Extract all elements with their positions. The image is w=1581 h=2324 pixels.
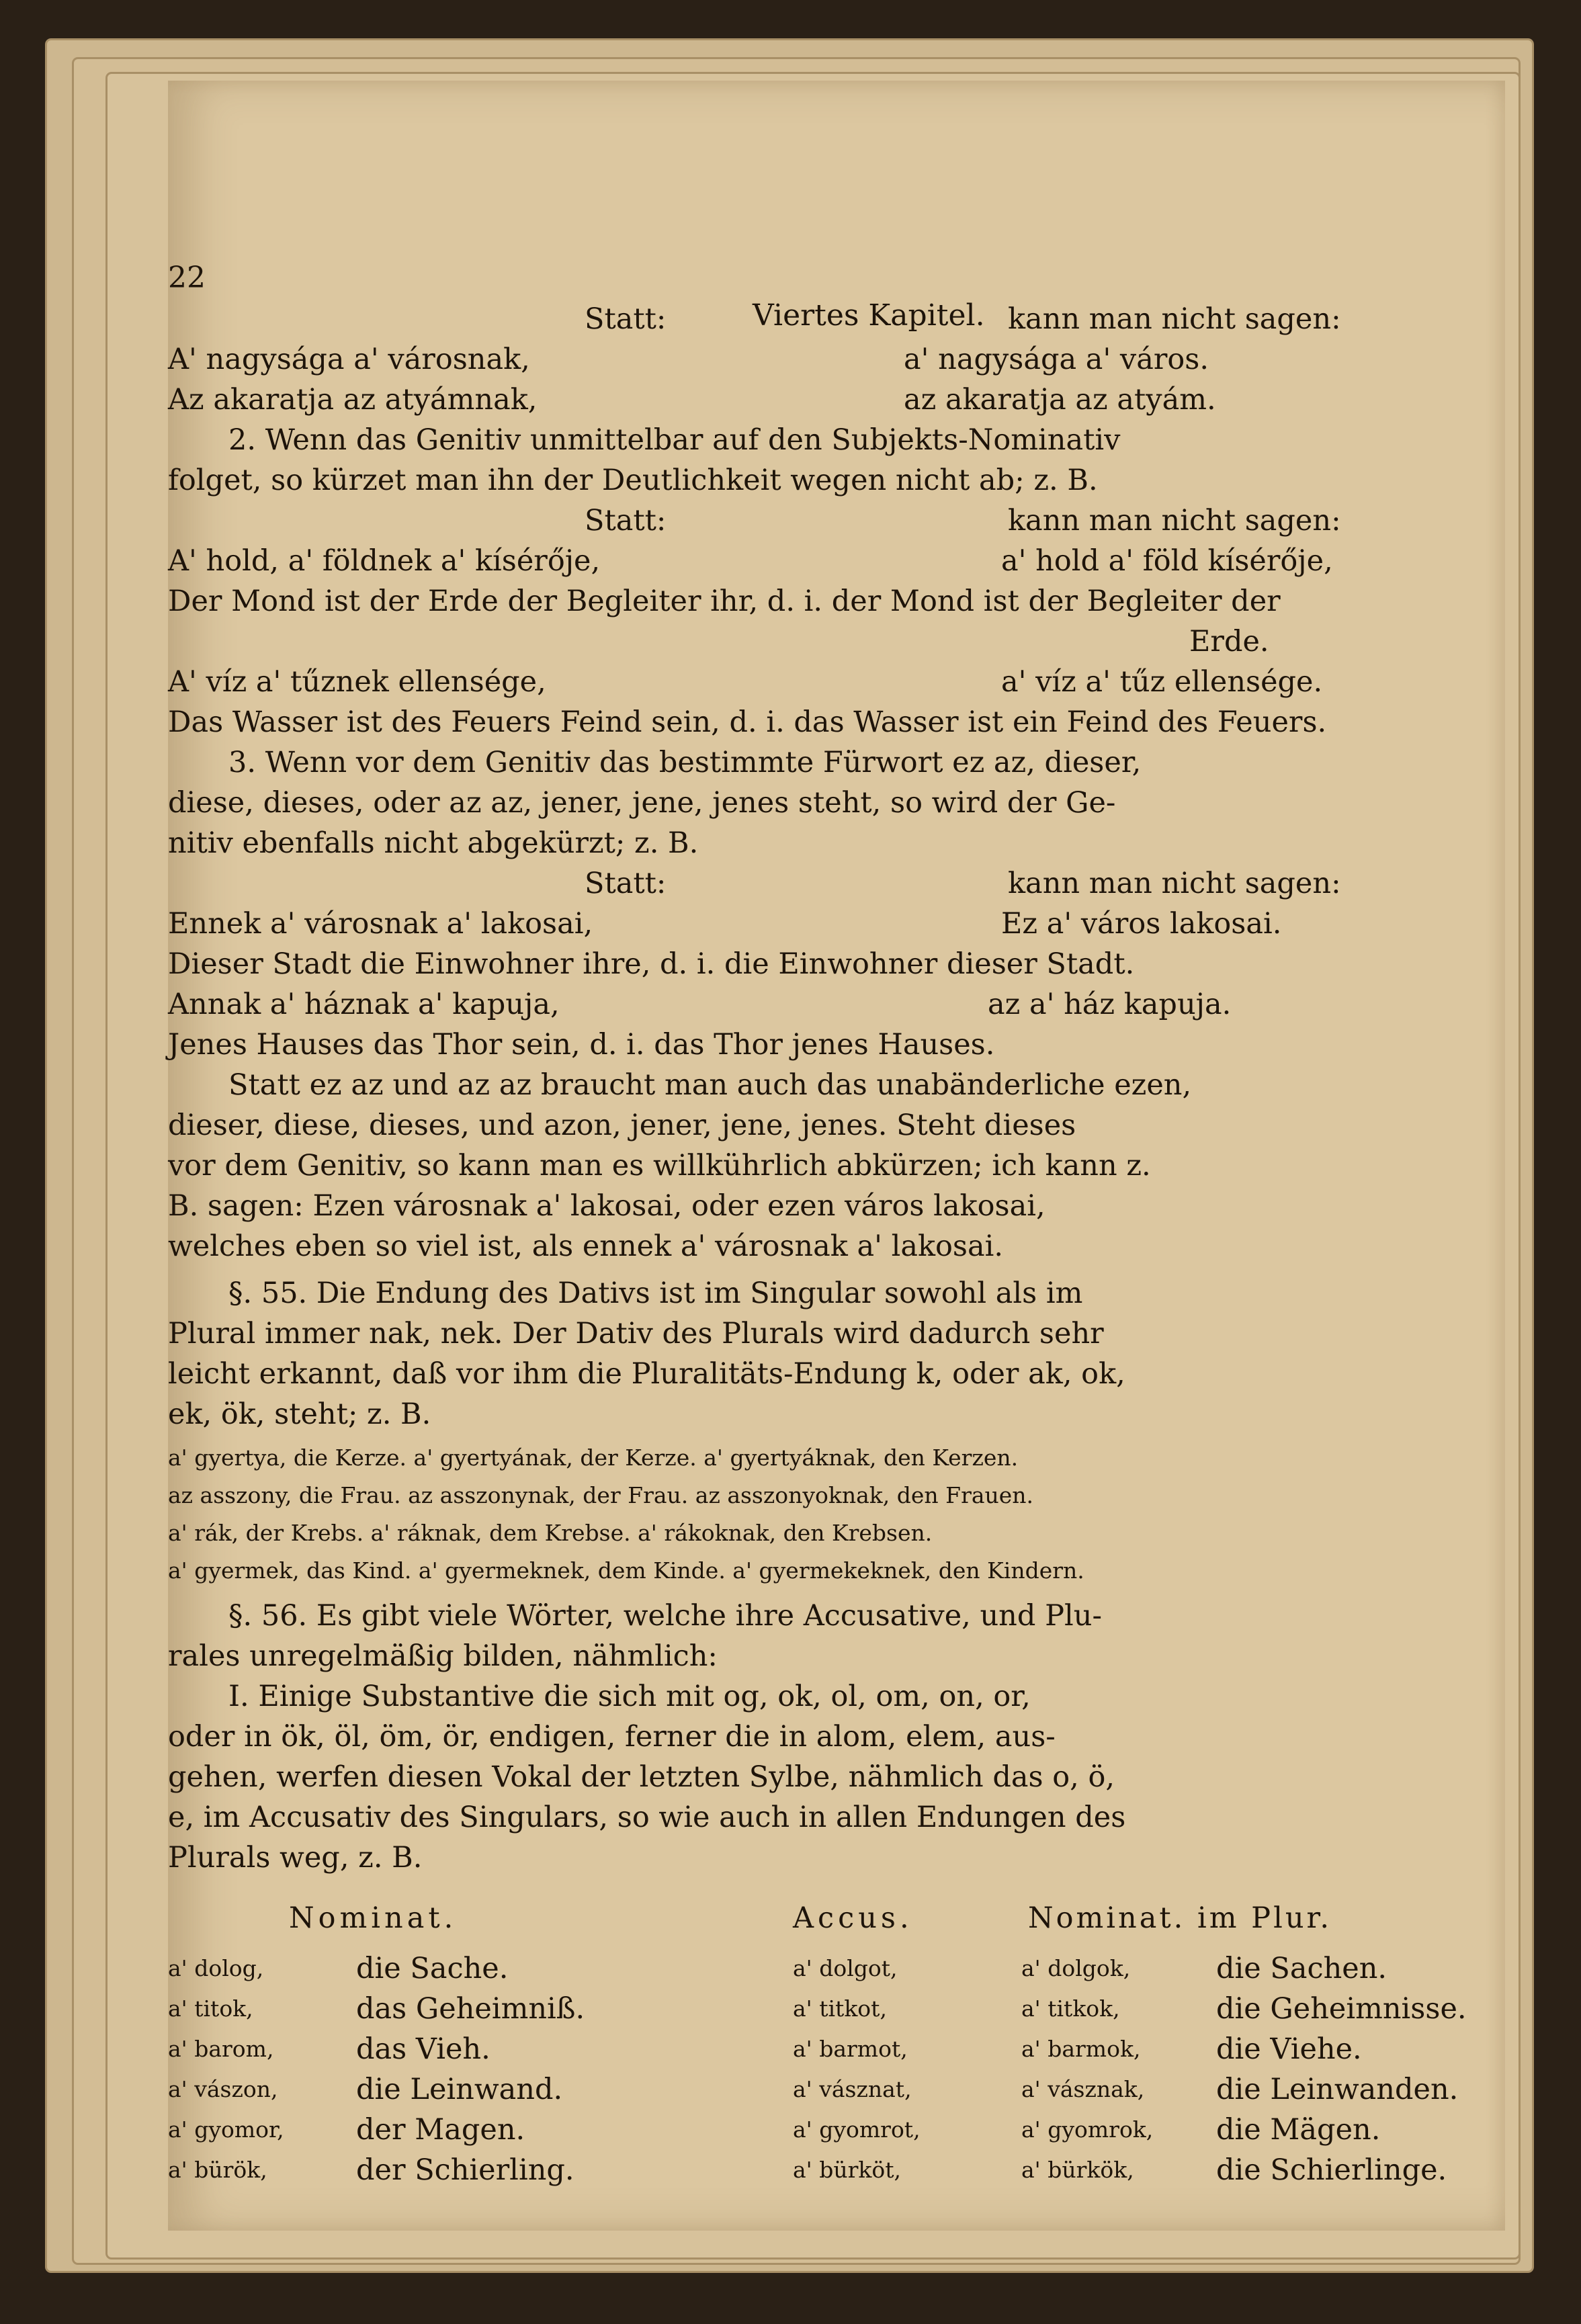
example-right: a' hold a' föld kísérője, [1001, 544, 1333, 578]
example-right: Ez a' város lakosai. [1001, 907, 1282, 941]
example-left: Az akaratja az atyámnak, [168, 383, 538, 417]
kann-label: kann man nicht sagen: [1008, 867, 1341, 900]
german-cell: das Geheimniß. [356, 1992, 585, 2026]
plural-cell: a' bürkök, [1021, 2157, 1134, 2183]
plural-cell: a' dolgok, [1021, 1955, 1131, 1981]
example-translation: Der Mond ist der Erde der Begleiter ihr, d. i. der Mond ist der Begleiter der [168, 585, 1281, 618]
dative-example-row: a' gyermek, das Kind. a' gyermeknek, dem Kinde. a' gyermekeknek, den Kindern. [168, 1557, 1084, 1584]
table-header-nominative: Nominat. [289, 1901, 458, 1935]
paragraph-line: diese, dieses, oder az az, jener, jene, jenes steht, so wird der Ge- [168, 786, 1116, 820]
plural-cell: a' barmok, [1021, 2036, 1141, 2062]
plural-cell: a' titkok, [1021, 1995, 1120, 2022]
nominative-cell: a' dolog, [168, 1955, 264, 1981]
plural-german-cell: die Sachen. [1216, 1952, 1387, 1985]
german-cell: das Vieh. [356, 2032, 490, 2066]
nominative-cell: a' gyomor, [168, 2116, 284, 2143]
example-translation: Jenes Hauses das Thor sein, d. i. das Thor jenes Hauses. [168, 1028, 995, 1062]
nominative-cell: a' vászon, [168, 2076, 278, 2102]
plural-cell: a' vásznak, [1021, 2076, 1145, 2102]
paragraph-line: dieser, diese, dieses, und azon, jener, jene, jenes. Steht dieses [168, 1109, 1076, 1142]
nominative-cell: a' barom, [168, 2036, 274, 2062]
accusative-cell: a' titkot, [793, 1995, 887, 2022]
statt-label: Statt: [585, 867, 667, 900]
kann-label: kann man nicht sagen: [1008, 302, 1341, 336]
section-55-line: ek, ök, steht; z. B. [168, 1397, 431, 1431]
paragraph-line: folget, so kürzet man ihn der Deutlichkeit wegen nicht ab; z. B. [168, 464, 1098, 497]
section-55-line: §. 55. Die Endung des Dativs ist im Singular sowohl als im [228, 1277, 1083, 1310]
section-56-line: rales unregelmäßig bilden, nähmlich: [168, 1639, 718, 1673]
paragraph-line: nitiv ebenfalls nicht abgekürzt; z. B. [168, 826, 699, 860]
example-left: A' nagysága a' városnak, [168, 343, 530, 376]
section-56-line: oder in ök, öl, öm, ör, endigen, ferner die in alom, elem, aus- [168, 1720, 1056, 1754]
paragraph-line: 2. Wenn das Genitiv unmittelbar auf den Subjekts-Nominativ [228, 423, 1121, 457]
dative-example-row: az asszony, die Frau. az asszonynak, der Frau. az asszonyoknak, den Frauen. [168, 1482, 1034, 1508]
example-translation-cont: Erde. [1189, 625, 1269, 658]
accusative-cell: a' vásznat, [793, 2076, 912, 2102]
nominative-cell: a' titok, [168, 1995, 253, 2022]
example-translation: Das Wasser ist des Feuers Feind sein, d. i. das Wasser ist ein Feind des Feuers. [168, 705, 1327, 739]
example-right: az a' ház kapuja. [988, 988, 1232, 1021]
paragraph-line: welches eben so viel ist, als ennek a' városnak a' lakosai. [168, 1230, 1004, 1263]
section-56-line: I. Einige Substantive die sich mit og, ok, ol, om, on, or, [228, 1680, 1031, 1713]
accusative-cell: a' dolgot, [793, 1955, 898, 1981]
plural-cell: a' gyomrok, [1021, 2116, 1154, 2143]
german-cell: der Schierling. [356, 2153, 574, 2187]
kann-label: kann man nicht sagen: [1008, 504, 1341, 537]
plural-german-cell: die Viehe. [1216, 2032, 1362, 2066]
accusative-cell: a' barmot, [793, 2036, 908, 2062]
statt-label: Statt: [585, 504, 667, 537]
paragraph-line: B. sagen: Ezen városnak a' lakosai, oder ezen város lakosai, [168, 1189, 1045, 1223]
example-left: Ennek a' városnak a' lakosai, [168, 907, 593, 941]
dative-example-row: a' gyertya, die Kerze. a' gyertyának, der Kerze. a' gyertyáknak, den Kerzen. [168, 1445, 1019, 1471]
running-title: Viertes Kapitel. [753, 298, 985, 333]
section-56-line: Plurals weg, z. B. [168, 1841, 423, 1875]
paragraph-line: vor dem Genitiv, so kann man es willkührlich abkürzen; ich kann z. [168, 1149, 1151, 1182]
section-56-line: gehen, werfen diesen Vokal der letzten Sylbe, nähmlich das o, ö, [168, 1760, 1115, 1794]
example-translation: Dieser Stadt die Einwohner ihre, d. i. die Einwohner dieser Stadt. [168, 947, 1135, 981]
nominative-cell: a' bürök, [168, 2157, 267, 2183]
example-left: Annak a' háznak a' kapuja, [168, 988, 560, 1021]
example-right: a' nagysága a' város. [904, 343, 1209, 376]
section-56-line: §. 56. Es gibt viele Wörter, welche ihre Accusative, und Plu- [228, 1599, 1102, 1633]
statt-label: Statt: [585, 302, 667, 336]
plural-german-cell: die Leinwanden. [1216, 2073, 1459, 2106]
accusative-cell: a' bürköt, [793, 2157, 902, 2183]
plural-german-cell: die Geheimnisse. [1216, 1992, 1467, 2026]
example-left: A' hold, a' földnek a' kísérője, [168, 544, 601, 578]
plural-german-cell: die Schierlinge. [1216, 2153, 1447, 2187]
section-55-line: Plural immer nak, nek. Der Dativ des Plurals wird dadurch sehr [168, 1317, 1104, 1350]
german-cell: der Magen. [356, 2113, 525, 2147]
table-header-plural: Nominat. im Plur. [1028, 1901, 1332, 1935]
example-right: a' víz a' tűz ellensége. [1001, 665, 1323, 699]
section-56-line: e, im Accusativ des Singulars, so wie auch in allen Endungen des [168, 1801, 1126, 1834]
page-number: 22 [168, 261, 206, 295]
paragraph-line: 3. Wenn vor dem Genitiv das bestimmte Fürwort ez az, dieser, [228, 746, 1142, 779]
table-header-accusative: Accus. [793, 1901, 913, 1935]
section-55-line: leicht erkannt, daß vor ihm die Pluralitäts-Endung k, oder ak, ok, [168, 1357, 1125, 1391]
paragraph-line: Statt ez az und az az braucht man auch das unabänderliche ezen, [228, 1068, 1192, 1102]
dative-example-row: a' rák, der Krebs. a' ráknak, dem Krebse. a' rákoknak, den Krebsen. [168, 1520, 933, 1546]
german-cell: die Sache. [356, 1952, 509, 1985]
example-left: A' víz a' tűznek ellensége, [168, 665, 546, 699]
plural-german-cell: die Mägen. [1216, 2113, 1381, 2147]
german-cell: die Leinwand. [356, 2073, 563, 2106]
accusative-cell: a' gyomrot, [793, 2116, 921, 2143]
example-right: az akaratja az atyám. [904, 383, 1216, 417]
